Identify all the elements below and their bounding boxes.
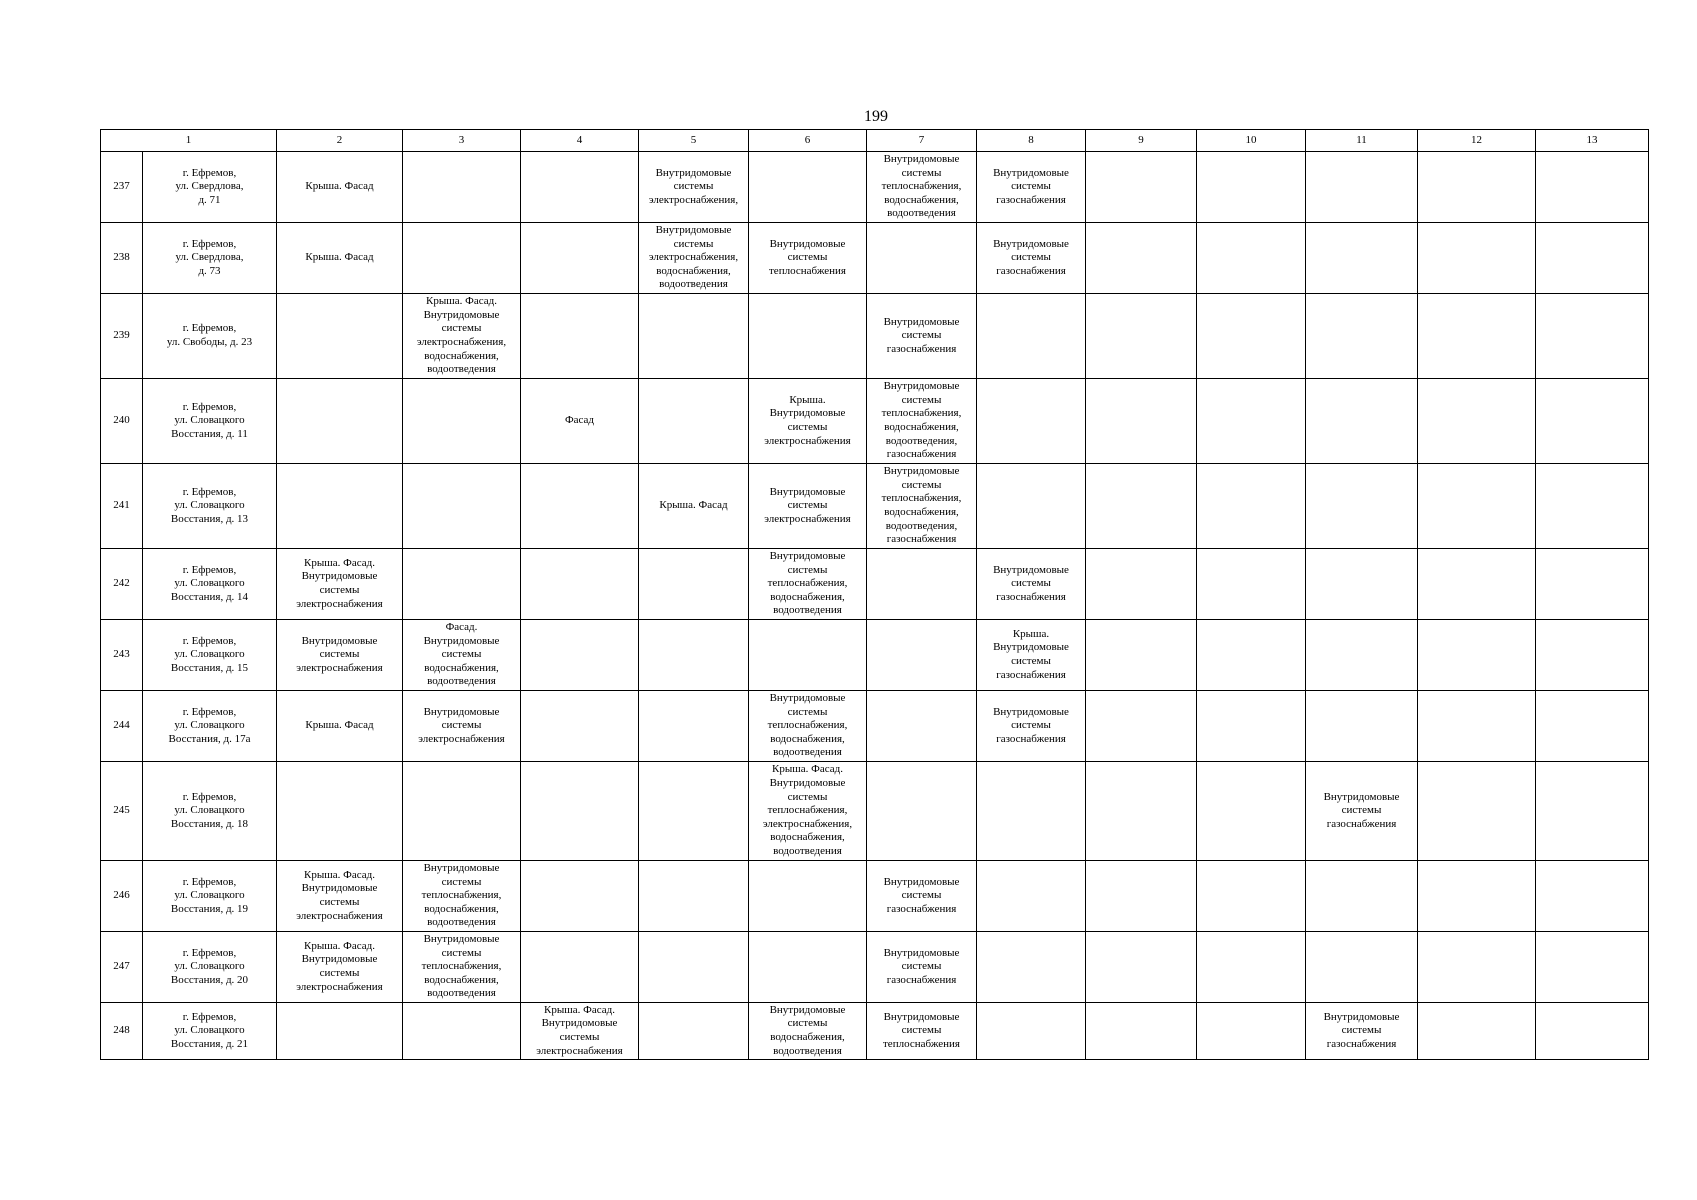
work-cell xyxy=(1418,379,1536,464)
work-cell xyxy=(1197,1003,1306,1060)
work-cell xyxy=(1197,861,1306,932)
column-header: 12 xyxy=(1418,130,1536,152)
work-cell xyxy=(277,379,403,464)
table-row xyxy=(101,691,1649,762)
work-cell: Внутридомовые системы теплоснабжения xyxy=(867,1003,977,1060)
work-cell: Фасад. Внутридомовые системы водоснабжения, водоотведения xyxy=(403,620,521,691)
work-cell: Внутридомовые системы электроснабжения, xyxy=(639,152,749,223)
work-cell xyxy=(403,549,521,620)
work-cell xyxy=(749,861,867,932)
work-cell xyxy=(1086,691,1197,762)
address-cell: г. Ефремов, ул. Свободы, д. 23 xyxy=(143,294,277,379)
work-cell xyxy=(1306,464,1418,549)
column-header: 2 xyxy=(277,130,403,152)
page-number: 199 xyxy=(864,108,888,125)
work-cell xyxy=(277,294,403,379)
work-cell xyxy=(403,1003,521,1060)
work-cell xyxy=(639,549,749,620)
work-cell xyxy=(1197,464,1306,549)
work-cell xyxy=(977,464,1086,549)
work-cell xyxy=(1418,932,1536,1003)
work-cell xyxy=(1086,223,1197,294)
work-cell xyxy=(867,691,977,762)
work-cell xyxy=(521,152,639,223)
column-header: 13 xyxy=(1536,130,1649,152)
work-cell xyxy=(1197,762,1306,861)
row-number: 239 xyxy=(101,294,143,379)
work-cell xyxy=(1086,549,1197,620)
schedule-table xyxy=(100,129,1649,1060)
row-number: 238 xyxy=(101,223,143,294)
work-cell: Внутридомовые системы водоснабжения, водоотведения xyxy=(749,1003,867,1060)
work-cell xyxy=(1536,1003,1649,1060)
work-cell xyxy=(639,762,749,861)
work-cell xyxy=(403,379,521,464)
work-cell xyxy=(977,762,1086,861)
work-cell: Крыша. Внутридомовые системы газоснабжения xyxy=(977,620,1086,691)
work-cell xyxy=(749,932,867,1003)
row-number: 243 xyxy=(101,620,143,691)
work-cell xyxy=(1306,152,1418,223)
address-cell: г. Ефремов, ул. Словацкого Восстания, д. 17а xyxy=(143,691,277,762)
work-cell xyxy=(867,762,977,861)
row-number: 242 xyxy=(101,549,143,620)
work-cell: Внутридомовые системы теплоснабжения, водоснабжения, водоотведения xyxy=(749,691,867,762)
column-header: 8 xyxy=(977,130,1086,152)
work-cell xyxy=(639,294,749,379)
work-cell xyxy=(521,932,639,1003)
work-cell xyxy=(1306,379,1418,464)
table-row xyxy=(101,223,1649,294)
table-row xyxy=(101,932,1649,1003)
work-cell: Внутридомовые системы теплоснабжения, водоснабжения, водоотведения xyxy=(403,861,521,932)
work-cell xyxy=(977,861,1086,932)
row-number: 247 xyxy=(101,932,143,1003)
row-number: 245 xyxy=(101,762,143,861)
work-cell xyxy=(1197,691,1306,762)
work-cell xyxy=(521,549,639,620)
work-cell: Крыша. Фасад. Внутридомовые системы электроснабжения xyxy=(521,1003,639,1060)
work-cell: Крыша. Фасад xyxy=(277,223,403,294)
work-cell xyxy=(1306,294,1418,379)
work-cell xyxy=(867,620,977,691)
address-cell: г. Ефремов, ул. Свердлова, д. 71 xyxy=(143,152,277,223)
work-cell: Внутридомовые системы газоснабжения xyxy=(977,549,1086,620)
table-row xyxy=(101,620,1649,691)
work-cell: Внутридомовые системы газоснабжения xyxy=(977,223,1086,294)
work-cell xyxy=(749,152,867,223)
work-cell xyxy=(1536,861,1649,932)
work-cell xyxy=(521,861,639,932)
work-cell: Внутридомовые системы электроснабжения xyxy=(749,464,867,549)
work-cell xyxy=(521,464,639,549)
table-row xyxy=(101,464,1649,549)
work-cell xyxy=(1536,223,1649,294)
work-cell xyxy=(1418,691,1536,762)
work-cell: Крыша. Внутридомовые системы электроснабжения xyxy=(749,379,867,464)
work-cell xyxy=(1536,152,1649,223)
work-cell xyxy=(1086,1003,1197,1060)
work-cell xyxy=(403,152,521,223)
work-cell xyxy=(277,762,403,861)
work-cell xyxy=(403,223,521,294)
work-cell: Внутридомовые системы электроснабжения xyxy=(277,620,403,691)
work-cell xyxy=(639,861,749,932)
work-cell: Фасад xyxy=(521,379,639,464)
work-cell xyxy=(1418,762,1536,861)
work-cell xyxy=(1197,549,1306,620)
work-cell xyxy=(1306,932,1418,1003)
work-cell xyxy=(1418,464,1536,549)
work-cell xyxy=(521,691,639,762)
work-cell xyxy=(749,620,867,691)
work-cell xyxy=(1197,152,1306,223)
address-cell: г. Ефремов, ул. Словацкого Восстания, д. 18 xyxy=(143,762,277,861)
table-row xyxy=(101,379,1649,464)
work-cell xyxy=(403,762,521,861)
work-cell xyxy=(639,1003,749,1060)
work-cell xyxy=(867,223,977,294)
work-cell: Внутридомовые системы газоснабжения xyxy=(867,861,977,932)
work-cell xyxy=(277,1003,403,1060)
table-row xyxy=(101,294,1649,379)
row-number: 237 xyxy=(101,152,143,223)
work-cell xyxy=(977,1003,1086,1060)
work-cell xyxy=(867,549,977,620)
column-header-row xyxy=(101,130,1649,152)
work-cell: Крыша. Фасад xyxy=(277,691,403,762)
row-number: 240 xyxy=(101,379,143,464)
column-header: 1 xyxy=(101,130,277,152)
work-cell xyxy=(977,932,1086,1003)
column-header: 3 xyxy=(403,130,521,152)
work-cell xyxy=(1086,379,1197,464)
row-number: 246 xyxy=(101,861,143,932)
row-number: 248 xyxy=(101,1003,143,1060)
column-header: 4 xyxy=(521,130,639,152)
work-cell: Внутридомовые системы электроснабжения, водоснабжения, водоотведения xyxy=(639,223,749,294)
table-body xyxy=(101,130,1649,1060)
work-cell xyxy=(639,620,749,691)
work-cell xyxy=(1418,1003,1536,1060)
work-cell: Крыша. Фасад. Внутридомовые системы электроснабжения xyxy=(277,932,403,1003)
address-cell: г. Ефремов, ул. Словацкого Восстания, д. 13 xyxy=(143,464,277,549)
work-cell xyxy=(1086,464,1197,549)
work-cell xyxy=(1086,762,1197,861)
work-cell: Крыша. Фасад. Внутридомовые системы теплоснабжения, электроснабжения, водоснабжения, водоотведения xyxy=(749,762,867,861)
work-cell xyxy=(977,379,1086,464)
work-cell: Крыша. Фасад. Внутридомовые системы электроснабжения xyxy=(277,549,403,620)
work-cell xyxy=(521,762,639,861)
address-cell: г. Ефремов, ул. Словацкого Восстания, д. 19 xyxy=(143,861,277,932)
work-cell xyxy=(1418,549,1536,620)
address-cell: г. Ефремов, ул. Словацкого Восстания, д. 21 xyxy=(143,1003,277,1060)
work-cell: Крыша. Фасад. Внутридомовые системы электроснабжения, водоснабжения, водоотведения xyxy=(403,294,521,379)
work-cell xyxy=(1306,223,1418,294)
address-cell: г. Ефремов, ул. Словацкого Восстания, д. 11 xyxy=(143,379,277,464)
work-cell: Внутридомовые системы теплоснабжения, водоснабжения, водоотведения xyxy=(749,549,867,620)
work-cell xyxy=(1197,620,1306,691)
work-cell: Крыша. Фасад xyxy=(639,464,749,549)
work-cell xyxy=(1306,549,1418,620)
address-cell: г. Ефремов, ул. Свердлова, д. 73 xyxy=(143,223,277,294)
work-cell xyxy=(521,223,639,294)
work-cell xyxy=(1086,294,1197,379)
work-cell xyxy=(749,294,867,379)
work-cell xyxy=(639,691,749,762)
work-cell xyxy=(639,379,749,464)
work-cell: Внутридомовые системы электроснабжения xyxy=(403,691,521,762)
row-number: 244 xyxy=(101,691,143,762)
work-cell: Внутридомовые системы теплоснабжения xyxy=(749,223,867,294)
work-cell xyxy=(1536,294,1649,379)
work-cell: Внутридомовые системы газоснабжения xyxy=(867,932,977,1003)
work-cell xyxy=(977,294,1086,379)
work-cell: Внутридомовые системы газоснабжения xyxy=(1306,1003,1418,1060)
work-cell: Внутридомовые системы теплоснабжения, водоснабжения, водоотведения xyxy=(403,932,521,1003)
work-cell xyxy=(1418,152,1536,223)
work-cell xyxy=(1536,762,1649,861)
work-cell: Крыша. Фасад xyxy=(277,152,403,223)
work-cell xyxy=(1197,223,1306,294)
table-row xyxy=(101,861,1649,932)
work-cell xyxy=(1418,223,1536,294)
column-header: 11 xyxy=(1306,130,1418,152)
work-cell xyxy=(1086,620,1197,691)
work-cell xyxy=(521,294,639,379)
work-cell xyxy=(1197,294,1306,379)
table-row xyxy=(101,1003,1649,1060)
work-cell xyxy=(1086,861,1197,932)
work-cell: Внутридомовые системы газоснабжения xyxy=(867,294,977,379)
work-cell xyxy=(1086,152,1197,223)
work-cell xyxy=(1418,294,1536,379)
work-cell xyxy=(1306,620,1418,691)
work-cell: Крыша. Фасад. Внутридомовые системы электроснабжения xyxy=(277,861,403,932)
work-cell: Внутридомовые системы газоснабжения xyxy=(977,691,1086,762)
work-cell xyxy=(1306,861,1418,932)
column-header: 7 xyxy=(867,130,977,152)
column-header: 5 xyxy=(639,130,749,152)
table-row xyxy=(101,762,1649,861)
column-header: 10 xyxy=(1197,130,1306,152)
row-number: 241 xyxy=(101,464,143,549)
work-cell xyxy=(1086,932,1197,1003)
address-cell: г. Ефремов, ул. Словацкого Восстания, д. 15 xyxy=(143,620,277,691)
table-row xyxy=(101,152,1649,223)
work-cell: Внутридомовые системы газоснабжения xyxy=(977,152,1086,223)
address-cell: г. Ефремов, ул. Словацкого Восстания, д. 20 xyxy=(143,932,277,1003)
work-cell xyxy=(1536,549,1649,620)
work-cell xyxy=(1197,379,1306,464)
work-cell: Внутридомовые системы теплоснабжения, водоснабжения, водоотведения xyxy=(867,152,977,223)
table-row xyxy=(101,549,1649,620)
work-cell: Внутридомовые системы газоснабжения xyxy=(1306,762,1418,861)
work-cell xyxy=(403,464,521,549)
work-cell: Внутридомовые системы теплоснабжения, водоснабжения, водоотведения, газоснабжения xyxy=(867,464,977,549)
column-header: 9 xyxy=(1086,130,1197,152)
work-cell xyxy=(277,464,403,549)
work-cell xyxy=(1197,932,1306,1003)
work-cell xyxy=(1536,620,1649,691)
work-cell xyxy=(1536,691,1649,762)
work-cell xyxy=(639,932,749,1003)
work-cell xyxy=(521,620,639,691)
work-cell xyxy=(1536,932,1649,1003)
work-cell xyxy=(1536,379,1649,464)
work-cell xyxy=(1536,464,1649,549)
work-cell: Внутридомовые системы теплоснабжения, водоснабжения, водоотведения, газоснабжения xyxy=(867,379,977,464)
address-cell: г. Ефремов, ул. Словацкого Восстания, д. 14 xyxy=(143,549,277,620)
work-cell xyxy=(1418,861,1536,932)
column-header: 6 xyxy=(749,130,867,152)
work-cell xyxy=(1418,620,1536,691)
work-cell xyxy=(1306,691,1418,762)
